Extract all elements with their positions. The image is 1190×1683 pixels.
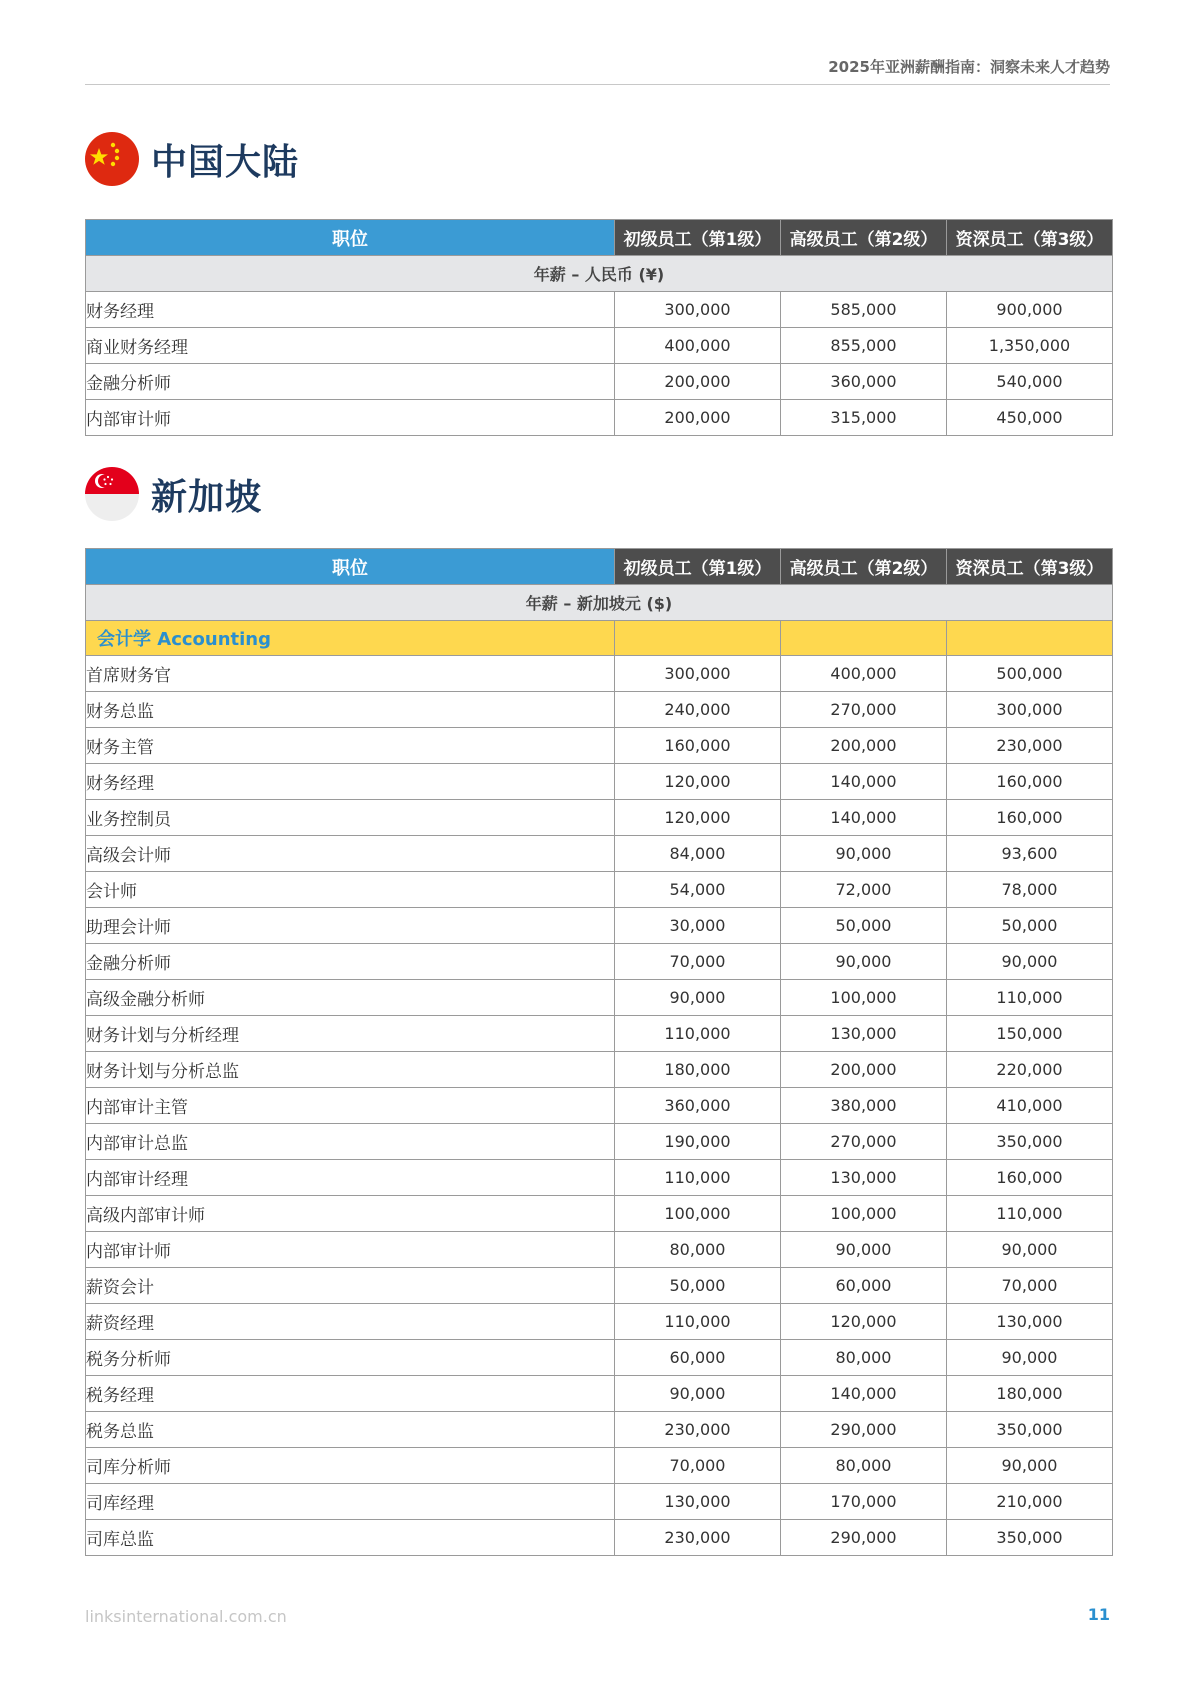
page-number: 11 [1087,1605,1110,1624]
salary-level-1-cell: 80,000 [615,1232,781,1268]
footer-website: linksinternational.com.cn [85,1607,287,1626]
salary-level-3-cell: 230,000 [947,728,1113,764]
category-row [86,621,1113,656]
salary-level-2-cell: 585,000 [781,292,947,328]
salary-level-2-cell: 50,000 [781,908,947,944]
role-cell: 高级内部审计师 [86,1196,615,1232]
salary-level-2-cell: 200,000 [781,728,947,764]
salary-level-2-cell: 315,000 [781,400,947,436]
role-cell: 高级金融分析师 [86,980,615,1016]
role-cell: 财务计划与分析经理 [86,1016,615,1052]
table-row [86,400,1113,436]
table-row [86,1160,1113,1196]
salary-level-3-cell: 160,000 [947,764,1113,800]
salary-level-3-cell: 210,000 [947,1484,1113,1520]
column-header-role: 职位 [86,220,615,256]
salary-level-1-cell: 120,000 [615,800,781,836]
salary-level-3-cell: 110,000 [947,1196,1113,1232]
table-row [86,1412,1113,1448]
table-row [86,1448,1113,1484]
salary-level-2-cell: 400,000 [781,656,947,692]
section-title-china: 中国大陆 [151,141,300,183]
table-row [86,944,1113,980]
table-row [86,656,1113,692]
table-row [86,1268,1113,1304]
role-cell: 首席财务官 [86,656,615,692]
salary-level-3-cell: 180,000 [947,1376,1113,1412]
salary-level-2-cell: 90,000 [781,836,947,872]
salary-level-2-cell: 855,000 [781,328,947,364]
salary-level-3-cell: 450,000 [947,400,1113,436]
salary-level-1-cell: 230,000 [615,1520,781,1556]
table-row [86,1304,1113,1340]
column-header-level-3: 资深员工（第3级） [947,220,1113,256]
salary-level-1-cell: 160,000 [615,728,781,764]
role-cell: 税务分析师 [86,1340,615,1376]
salary-level-3-cell: 90,000 [947,1448,1113,1484]
header-divider [85,84,1110,85]
table-row [86,980,1113,1016]
salary-level-1-cell: 110,000 [615,1160,781,1196]
table-row [86,1484,1113,1520]
salary-level-2-cell: 360,000 [781,364,947,400]
category-label: 会计学 Accounting [86,621,615,656]
table-header-row [86,220,1113,256]
salary-level-1-cell: 110,000 [615,1016,781,1052]
salary-level-3-cell: 900,000 [947,292,1113,328]
role-cell: 财务经理 [86,764,615,800]
role-cell: 商业财务经理 [86,328,615,364]
role-cell: 税务总监 [86,1412,615,1448]
currency-row [86,585,1113,621]
role-cell: 司库总监 [86,1520,615,1556]
salary-level-2-cell: 380,000 [781,1088,947,1124]
salary-level-2-cell: 80,000 [781,1340,947,1376]
category-cell [615,621,781,656]
role-cell: 内部审计师 [86,400,615,436]
salary-level-1-cell: 30,000 [615,908,781,944]
table-row [86,1196,1113,1232]
table-row [86,1124,1113,1160]
table-row [86,1340,1113,1376]
salary-level-3-cell: 540,000 [947,364,1113,400]
table-row [86,1376,1113,1412]
salary-level-2-cell: 130,000 [781,1160,947,1196]
salary-level-2-cell: 90,000 [781,1232,947,1268]
salary-level-2-cell: 140,000 [781,1376,947,1412]
salary-level-2-cell: 72,000 [781,872,947,908]
column-header-level-2: 高级员工（第2级） [781,549,947,585]
salary-level-3-cell: 93,600 [947,836,1113,872]
salary-level-3-cell: 220,000 [947,1052,1113,1088]
salary-level-2-cell: 80,000 [781,1448,947,1484]
salary-level-1-cell: 50,000 [615,1268,781,1304]
salary-level-2-cell: 130,000 [781,1016,947,1052]
salary-level-3-cell: 110,000 [947,980,1113,1016]
role-cell: 财务总监 [86,692,615,728]
salary-level-3-cell: 70,000 [947,1268,1113,1304]
salary-level-3-cell: 90,000 [947,1232,1113,1268]
salary-level-1-cell: 70,000 [615,1448,781,1484]
salary-level-1-cell: 110,000 [615,1304,781,1340]
table-row [86,1232,1113,1268]
salary-level-2-cell: 90,000 [781,944,947,980]
salary-level-3-cell: 500,000 [947,656,1113,692]
role-cell: 司库经理 [86,1484,615,1520]
salary-level-2-cell: 100,000 [781,980,947,1016]
table-row [86,836,1113,872]
currency-label: 年薪 – 新加坡元 ($) [86,585,1113,621]
salary-level-1-cell: 200,000 [615,400,781,436]
role-cell: 内部审计主管 [86,1088,615,1124]
role-cell: 内部审计总监 [86,1124,615,1160]
salary-level-2-cell: 170,000 [781,1484,947,1520]
china-flag-icon [85,132,139,186]
table-row [86,1520,1113,1556]
salary-level-1-cell: 230,000 [615,1412,781,1448]
salary-level-1-cell: 240,000 [615,692,781,728]
column-header-level-2: 高级员工（第2级） [781,220,947,256]
salary-level-2-cell: 200,000 [781,1052,947,1088]
table-row [86,1052,1113,1088]
role-cell: 薪资会计 [86,1268,615,1304]
role-cell: 薪资经理 [86,1304,615,1340]
section-heading-singapore [85,467,262,521]
salary-level-3-cell: 350,000 [947,1520,1113,1556]
salary-level-3-cell: 90,000 [947,944,1113,980]
section-title-singapore: 新加坡 [151,476,263,518]
salary-level-1-cell: 300,000 [615,292,781,328]
table-row [86,908,1113,944]
salary-level-2-cell: 120,000 [781,1304,947,1340]
category-cell [947,621,1113,656]
role-cell: 内部审计师 [86,1232,615,1268]
salary-level-3-cell: 78,000 [947,872,1113,908]
salary-level-3-cell: 150,000 [947,1016,1113,1052]
table-row [86,364,1113,400]
role-cell: 财务计划与分析总监 [86,1052,615,1088]
role-cell: 财务经理 [86,292,615,328]
table-row [86,692,1113,728]
category-cell [781,621,947,656]
salary-level-3-cell: 410,000 [947,1088,1113,1124]
salary-level-3-cell: 50,000 [947,908,1113,944]
document-header-title: 2025年亚洲薪酬指南：洞察未来人才趋势 [828,58,1110,76]
salary-level-2-cell: 100,000 [781,1196,947,1232]
column-header-role: 职位 [86,549,615,585]
salary-level-2-cell: 140,000 [781,800,947,836]
role-cell: 会计师 [86,872,615,908]
salary-level-3-cell: 160,000 [947,1160,1113,1196]
salary-level-1-cell: 300,000 [615,656,781,692]
salary-level-3-cell: 1,350,000 [947,328,1113,364]
salary-level-1-cell: 54,000 [615,872,781,908]
salary-level-2-cell: 140,000 [781,764,947,800]
salary-level-2-cell: 270,000 [781,692,947,728]
salary-level-1-cell: 180,000 [615,1052,781,1088]
table-row [86,1016,1113,1052]
singapore-salary-table [85,548,1113,1556]
table-row [86,1088,1113,1124]
role-cell: 税务经理 [86,1376,615,1412]
salary-level-3-cell: 90,000 [947,1340,1113,1376]
salary-level-1-cell: 60,000 [615,1340,781,1376]
column-header-level-1: 初级员工（第1级） [615,220,781,256]
salary-level-1-cell: 200,000 [615,364,781,400]
currency-label: 年薪 – 人民币 (¥) [86,256,1113,292]
table-row [86,292,1113,328]
china-salary-table [85,219,1113,436]
salary-level-1-cell: 84,000 [615,836,781,872]
table-row [86,328,1113,364]
singapore-flag-icon [85,467,139,521]
salary-level-1-cell: 100,000 [615,1196,781,1232]
role-cell: 内部审计经理 [86,1160,615,1196]
table-row [86,764,1113,800]
currency-row [86,256,1113,292]
column-header-level-3: 资深员工（第3级） [947,549,1113,585]
salary-level-1-cell: 190,000 [615,1124,781,1160]
role-cell: 业务控制员 [86,800,615,836]
salary-level-1-cell: 90,000 [615,1376,781,1412]
salary-level-2-cell: 290,000 [781,1520,947,1556]
salary-level-1-cell: 360,000 [615,1088,781,1124]
salary-level-2-cell: 270,000 [781,1124,947,1160]
salary-level-1-cell: 120,000 [615,764,781,800]
role-cell: 助理会计师 [86,908,615,944]
salary-level-1-cell: 70,000 [615,944,781,980]
salary-level-1-cell: 130,000 [615,1484,781,1520]
salary-level-3-cell: 350,000 [947,1412,1113,1448]
salary-level-2-cell: 290,000 [781,1412,947,1448]
salary-level-1-cell: 400,000 [615,328,781,364]
table-row [86,800,1113,836]
role-cell: 司库分析师 [86,1448,615,1484]
table-row [86,728,1113,764]
table-header-row [86,549,1113,585]
role-cell: 金融分析师 [86,364,615,400]
role-cell: 财务主管 [86,728,615,764]
salary-level-2-cell: 60,000 [781,1268,947,1304]
role-cell: 高级会计师 [86,836,615,872]
salary-level-3-cell: 300,000 [947,692,1113,728]
salary-level-3-cell: 350,000 [947,1124,1113,1160]
table-row [86,872,1113,908]
section-heading-china [85,132,299,186]
salary-level-1-cell: 90,000 [615,980,781,1016]
role-cell: 金融分析师 [86,944,615,980]
column-header-level-1: 初级员工（第1级） [615,549,781,585]
salary-level-3-cell: 130,000 [947,1304,1113,1340]
salary-level-3-cell: 160,000 [947,800,1113,836]
